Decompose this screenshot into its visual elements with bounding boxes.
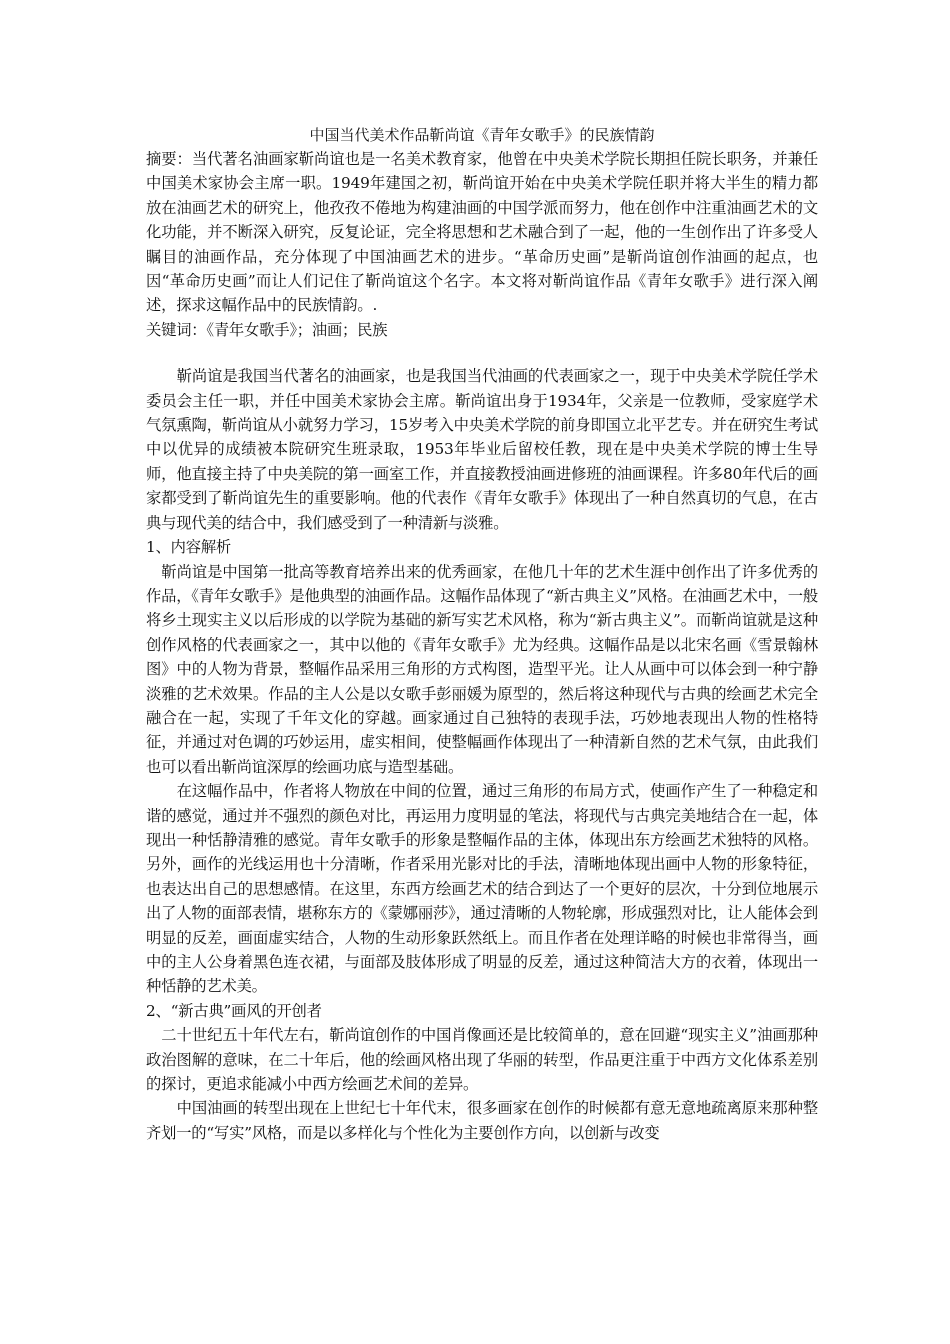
document-body [146,123,818,1145]
keywords-line: 关键词：《青年女歌手》；油画；民族 [146,320,388,339]
section-2-paragraph-1: 二十世纪五十年代左右，靳尚谊创作的中国肖像画还是比较简单的，意在回避“现实主义”油画那种政治图解的意味，在二十年后，他的绘画风格出现了华丽的转型，作品更注重于中西方文化体系差别的探讨，更追求能减小中西方绘画艺术间的差异。 [146,1026,818,1094]
page-title: 中国当代美术作品靳尚谊《青年女歌手》的民族情韵 [309,126,655,144]
section-1-heading: 1、内容解析 [146,538,232,557]
section-2-paragraph-2: 中国油画的转型出现在上世纪七十年代末，很多画家在创作的时候都有意无意地疏离原来那种整齐划一的“写实”风格，而是以多样化与个性化为主要创作方向，以创新与改变 [146,1099,818,1142]
abstract-paragraph: 摘要：当代著名油画家靳尚谊也是一名美术教育家，他曾在中央美术学院长期担任院长职务，并兼任中国美术家协会主席一职。1949年建国之初，靳尚谊开始在中央美术学院任职并将大半生的精力都放在油画艺术的研究上，他孜孜不倦地为构建油画的中国学派而努力，他在创作中注重油画艺术的文化功能，并不断深入研究，反复论证，完全将思想和艺术融合到了一起，他的一生创作出了许多受人瞩目的油画作品，充分体现了中国油画艺术的进步。“革命历史画”是靳尚谊创作油画的起点，也因“革命历史画”而让人们记住了靳尚谊这个名字。本文将对靳尚谊作品《青年女歌手》进行深入阐述，探求这幅作品中的民族情韵。. [146,150,818,315]
intro-paragraph: 靳尚谊是我国当代著名的油画家，也是我国当代油画的代表画家之一，现于中央美术学院任学术委员会主任一职，并任中国美术家协会主席。靳尚谊出身于1934年，父亲是一位教师，受家庭学术气氛熏陶，靳尚谊从小就努力学习，15岁考入中央美术学院的前身即国立北平艺专。并在研究生考试中以优异的成绩被本院研究生班录取，1953年毕业后留校任教，现在是中央美术学院的博士生导师，他直接主持了中央美院的第一画室工作，并直接教授油画进修班的油画课程。许多80年代后的画家都受到了靳尚谊先生的重要影响。他的代表作《青年女歌手》体现出了一种自然真切的气息，在古典与现代美的结合中，我们感受到了一种清新与淡雅。 [146,367,818,532]
section-1-paragraph-1: 靳尚谊是中国第一批高等教育培养出来的优秀画家，在他几十年的艺术生涯中创作出了许多优秀的作品，《青年女歌手》是他典型的油画作品。这幅作品体现了“新古典主义”风格。在油画艺术中，一般将乡土现实主义以后形成的以学院为基础的新写实艺术风格，称为“新古典主义”。而靳尚谊就是这种创作风格的代表画家之一，其中以他的《青年女歌手》尤为经典。这幅作品是以北宋名画《雪景翰林图》中的人物为背景，整幅作品采用三角形的方式构图，造型平光。让人从画中可以体会到一种宁静淡雅的艺术效果。作品的主人公是以女歌手彭丽媛为原型的，然后将这种现代与古典的绘画艺术完全融合在一起，实现了千年文化的穿越。画家通过自己独特的表现手法，巧妙地表现出人物的性格特征，并通过对色调的巧妙运用，虚实相间，使整幅画作体现出了一种清新自然的艺术气氛，由此我们也可以看出靳尚谊深厚的绘画功底与造型基础。 [146,562,818,776]
section-1-paragraph-2: 在这幅作品中，作者将人物放在中间的位置，通过三角形的布局方式，使画作产生了一种稳定和谐的感觉，通过并不强烈的颜色对比，再运用力度明显的笔法，将现代与古典完美地结合在一起，体现出一种恬静清雅的感觉。青年女歌手的形象是整幅作品的主体，体现出东方绘画艺术独特的风格。另外，画作的光线运用也十分清晰，作者采用光影对比的手法，清晰地体现出画中人物的形象特征，也表达出自己的思想感情。在这里，东西方绘画艺术的结合到达了一个更好的层次，十分到位地展示出了人物的面部表情，堪称东方的《蒙娜丽莎》，通过清晰的人物轮廓，形成强烈对比，让人能体会到明显的反差，画面虚实结合，人物的生动形象跃然纸上。而且作者在处理详略的时候也非常得当，画中的主人公身着黑色连衣裙，与面部及肢体形成了明显的反差，通过这种简洁大方的衣着，体现出一种恬静的艺术美。 [146,782,818,996]
section-2-heading: 2、“新古典”画风的开创者 [146,1001,322,1020]
spacer [146,342,818,364]
